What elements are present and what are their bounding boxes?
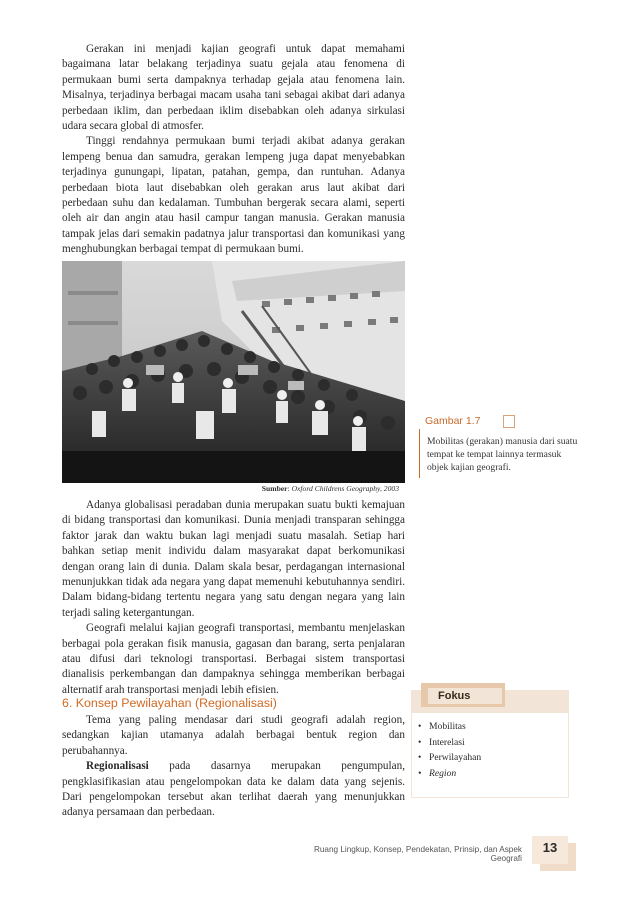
- paragraph: Adanya globalisasi peradaban dunia merupakan suatu bukti kemajuan di bidang transportasi dan komunikasi. Dunia menjadi transparan sehingga faktor jarak dan waktu bukan lagi menjadi suatu masalah. Setiap hari bahkan setiap menit individu dalam masyarakat dapat berkomunikasi dengan orang lain di dunia. Dalam skala besar, perdagangan internasional menunjukkan tidak ada negara yang dapat memenuhi kebutuhannya sendiri. Dalam bidang-bidang tertentu negara yang satu dengan negara yang lain terjadi saling ketergantungan.: [62, 499, 405, 619]
- source-text: Oxford Childrens Geography, 2003: [291, 484, 399, 493]
- body-text-middle: [62, 498, 405, 698]
- crowd-ship-illustration: [62, 261, 405, 483]
- caption-text: Mobilitas (gerakan) manusia dari suatu tempat ke tempat lainnya termasuk objek kajian geografi.: [419, 429, 579, 478]
- caption-title: Gambar 1.7: [425, 415, 481, 427]
- source-label: Sumber: [261, 484, 288, 493]
- fokus-item: • Interelasi: [429, 735, 568, 751]
- running-footer: Ruang Lingkup, Konsep, Pendekatan, Prinsip, dan Aspek Geografi: [313, 845, 522, 863]
- fokus-title: Fokus: [438, 690, 471, 702]
- paragraph: Tema yang paling mendasar dari studi geografi adalah region, sedangkan kajian utamanya adalah berbagai bentuk region dan perubahannya.: [62, 714, 405, 757]
- figure-caption: [419, 413, 579, 478]
- figure-source: Sumber: Oxford Childrens Geography, 2003: [261, 484, 399, 493]
- paragraph: [62, 759, 405, 821]
- paragraph: Geografi melalui kajian geografi transportasi, membantu menjelaskan berbagai pola gerakan fisik manusia, gagasan dan barang, serta penjalaran atau difusi dari teknologi transportasi. Berbagai sistem transportasi dianalisis perkembangan dan dampaknya sehingga memberikan berbagai alternatif arah transportasi menjadi lebih efisien.: [62, 622, 405, 696]
- paragraph: Tinggi rendahnya permukaan bumi terjadi akibat adanya gerakan lempeng benua dan samudra, gerakan lempeng juga dapat menyebabkan terjadinya gunungapi, lipatan, patahan, gempa, dan runtuhan. Adanya perbedaan biota laut disebabkan oleh gerakan arus laut akibat dari perbedaan suhu dan kedalaman. Tumbuhan bergerak secara alami, seperti oleh air dan angin atau hasil campur tangan manusia. Gerakan manusia tampak jelas dari semakin padatnya jalur transportasi dan komunikasi yang menghubungkan berbagai tempat di permukaan bumi.: [62, 135, 405, 256]
- square-ornament-icon: [503, 415, 515, 428]
- term-regionalisasi: Regionalisasi: [86, 760, 149, 773]
- body-text-top: [62, 42, 405, 258]
- crowd-ship-photo: [62, 261, 405, 483]
- caption-heading: [419, 413, 579, 429]
- fokus-item: • Region: [429, 766, 568, 782]
- body-text-bottom: [62, 713, 405, 821]
- fokus-item: • Mobilitas: [429, 719, 568, 735]
- fokus-item: • Perwilayahan: [429, 750, 568, 766]
- paragraph-rest: pada dasarnya merupakan pengumpulan, pengklasifikasian atau pengelompokan data ke dalam data yang sejenis. Dari pengelompokan tersebut akan terlihat daerah yang menunjukkan adanya persamaan dan perbedaan.: [62, 760, 405, 819]
- section-heading: 6. Konsep Pewilayahan (Regionalisasi): [62, 696, 277, 710]
- page-number: 13: [542, 840, 558, 855]
- paragraph: Gerakan ini menjadi kajian geografi untuk dapat memahami bagaimana latar belakang terjadinya suatu gejala atau fenomena di permukaan bumi serta dampaknya terhadap gejala atau fenomena lain. Misalnya, terjadinya berbagai macam usaha tani sebagai akibat dari adanya perbedaan iklim, dan perbedaan iklim disebabkan oleh adanya sirkulasi udara secara global di atmosfer.: [62, 43, 405, 133]
- fokus-list: [411, 712, 569, 798]
